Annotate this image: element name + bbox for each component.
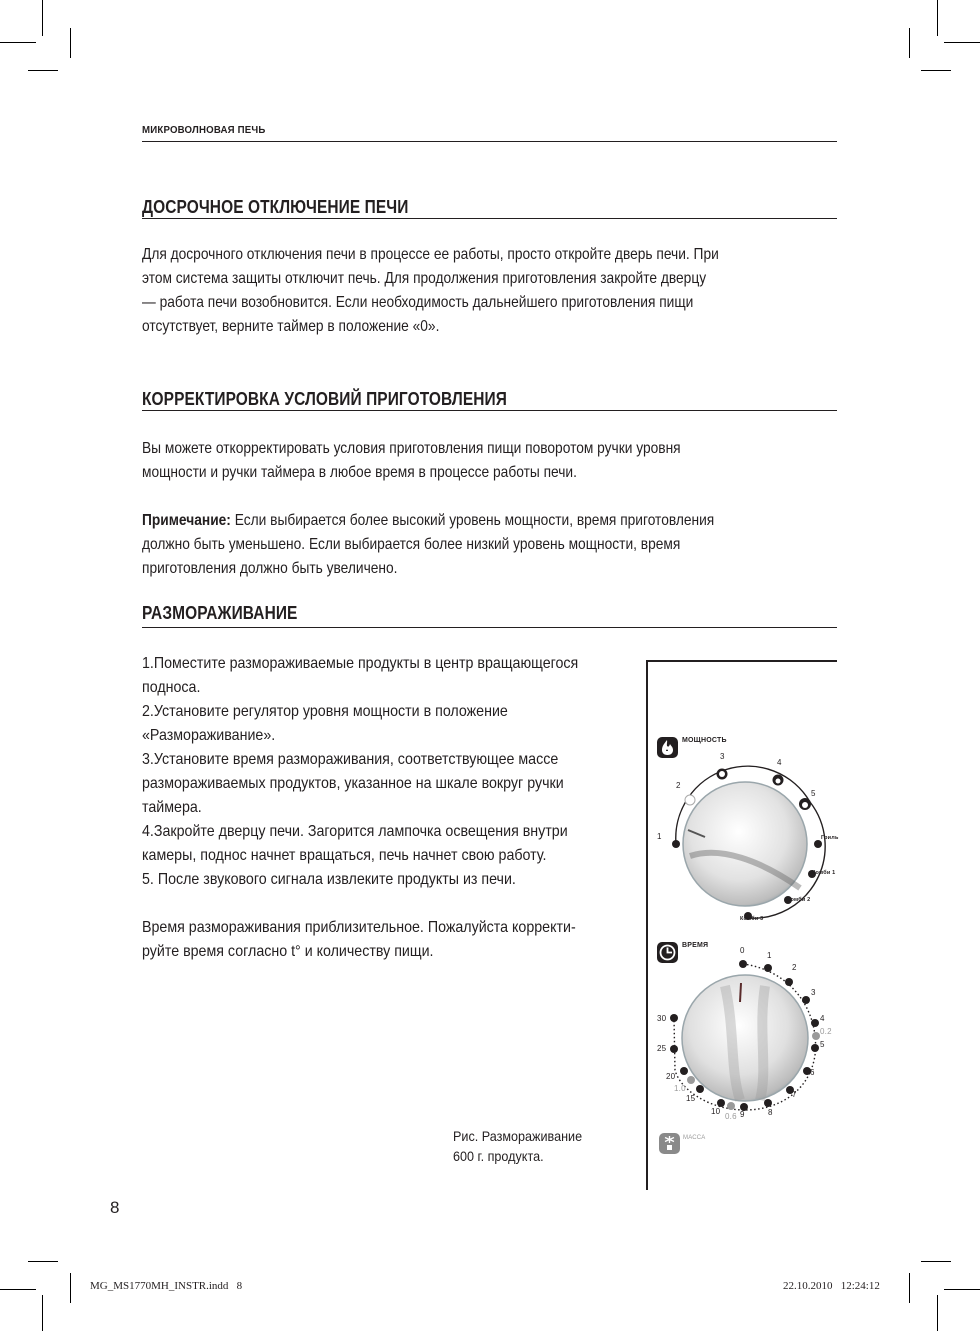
step-line: 3.Установите время размораживания, соответствующее массе <box>142 751 559 768</box>
power-mark-2: 2 <box>676 781 681 790</box>
power-knob-dial <box>650 748 845 928</box>
step-line: подноса. <box>142 679 201 696</box>
timer-mark-15: 15 <box>686 1094 696 1103</box>
paragraph-line: этом система защиты отключит печь. Для продолжения приготовления закройте дверцу <box>142 270 707 287</box>
timer-knob-dial <box>650 950 845 1125</box>
figure-frame-left <box>646 660 648 1190</box>
step-line: 4.Закройте дверцу печи. Загорится лампочка освещения внутри <box>142 823 568 840</box>
power-mark-3: 3 <box>720 752 725 761</box>
timer-mark-0: 0 <box>740 946 745 955</box>
timer-mark-4: 4 <box>820 1014 825 1023</box>
section-title-defrost: РАЗМОРАЖИВАНИЕ <box>142 603 298 623</box>
timer-mark-2: 2 <box>792 963 797 972</box>
snowflake-weight-icon <box>659 1133 680 1154</box>
timer-mark-1: 1 <box>767 951 772 960</box>
crop-mark <box>0 1289 36 1290</box>
power-mark-combi-2: Комби 2 <box>787 897 811 903</box>
note-label: Примечание: <box>142 512 231 529</box>
crop-mark <box>42 0 43 36</box>
power-mark-grill: Гриль <box>821 835 839 841</box>
mass-mark-1-0: 1.0 <box>674 1084 686 1093</box>
crop-mark <box>70 28 71 58</box>
timer-mark-8: 8 <box>768 1108 773 1117</box>
paragraph-line: отсутствует, верните таймер в положение «0». <box>142 318 440 335</box>
timer-mark-5: 5 <box>820 1040 825 1049</box>
paragraph-line: Для досрочного отключения печи в процессе ее работы, просто откройте дверь печи. При <box>142 246 719 263</box>
timer-mark-7: 7 <box>792 1090 797 1099</box>
note-text: Если выбирается более высокий уровень мощности, время приготовления <box>230 512 715 529</box>
note-line: руйте время согласно t° и количеству пищи. <box>142 943 434 960</box>
defrost-steps <box>142 652 578 964</box>
note-paragraph <box>142 509 714 581</box>
paragraph-early-stop <box>142 243 719 339</box>
crop-mark <box>944 42 980 43</box>
section-title-adjust: КОРРЕКТИРОВКА УСЛОВИЙ ПРИГОТОВЛЕНИЯ <box>142 389 507 409</box>
step-line: камеры, поднос начнет вращаться, печь начнет свою работу. <box>142 847 547 864</box>
paragraph-line: мощности и ручки таймера в любое время в процессе работы печи. <box>142 464 577 481</box>
paragraph-adjust <box>142 437 681 485</box>
figure-frame-top <box>646 660 837 662</box>
crop-mark <box>42 1295 43 1331</box>
timer-mark-6: 6 <box>810 1068 815 1077</box>
paragraph-line: — работа печи возобновится. Если необходимость дальнейшего приготовления пищи <box>142 294 694 311</box>
power-mark-1: 1 <box>657 832 662 841</box>
note-line: Время размораживания приблизительное. Пожалуйста корректи- <box>142 919 576 936</box>
timer-mark-10: 10 <box>711 1107 721 1116</box>
running-head-rule <box>142 141 837 142</box>
slug-datetime: 22.10.2010 12:24:12 <box>783 1280 880 1292</box>
figure-caption <box>453 1126 582 1166</box>
power-mark-combi-3: Комби 3 <box>740 916 764 922</box>
step-line: таймера. <box>142 799 202 816</box>
page-number: 8 <box>110 1198 120 1217</box>
timer-mark-25: 25 <box>657 1044 667 1053</box>
note-line: должно быть уменьшено. Если выбирается более низкий уровень мощности, время <box>142 536 681 553</box>
section-rule <box>142 410 837 411</box>
section-rule <box>142 218 837 219</box>
mass-mark-0-2: 0.2 <box>820 1027 832 1036</box>
step-line: 2.Установите регулятор уровня мощности в положение <box>142 703 508 720</box>
crop-mark <box>944 1289 980 1290</box>
paragraph-line: Вы можете откорректировать условия приготовления пищи поворотом ручки уровня <box>142 440 681 457</box>
running-head: МИКРОВОЛНОВАЯ ПЕЧЬ <box>142 124 266 136</box>
power-label: МОЩНОСТЬ <box>682 737 727 744</box>
step-line: размораживаемых продуктов, указанное на шкале вокруг ручки <box>142 775 564 792</box>
crop-mark <box>70 1273 71 1303</box>
crop-mark <box>921 70 951 71</box>
power-mark-combi-1: Комби 1 <box>812 870 836 876</box>
caption-line: Рис. Размораживание <box>453 1128 583 1144</box>
crop-mark <box>28 70 58 71</box>
crop-mark <box>909 1273 910 1303</box>
caption-line: 600 г. продукта. <box>453 1148 544 1164</box>
section-title-early-stop: ДОСРОЧНОЕ ОТКЛЮЧЕНИЕ ПЕЧИ <box>142 197 409 217</box>
power-mark-5: 5 <box>811 789 816 798</box>
crop-mark <box>921 1261 951 1262</box>
note-line: приготовления должно быть увеличено. <box>142 560 398 577</box>
step-line: 1.Поместите размораживаемые продукты в центр вращающегося <box>142 655 579 672</box>
power-mark-4: 4 <box>777 758 782 767</box>
step-line: 5. После звукового сигнала извлеките продукты из печи. <box>142 871 516 888</box>
step-line: «Размораживание». <box>142 727 276 744</box>
crop-mark <box>0 42 36 43</box>
timer-mark-3: 3 <box>811 988 816 997</box>
crop-mark <box>28 1261 58 1262</box>
crop-mark <box>937 0 938 36</box>
slug-filename: MG_MS1770MH_INSTR.indd 8 <box>90 1280 243 1292</box>
section-rule <box>142 627 837 628</box>
timer-mark-9: 9 <box>740 1110 745 1119</box>
crop-mark <box>909 28 910 58</box>
mass-label: МАССА <box>683 1135 706 1141</box>
timer-mark-30: 30 <box>657 1014 667 1023</box>
mass-mark-0-6: 0.6 <box>725 1112 737 1121</box>
time-label: ВРЕМЯ <box>682 942 709 949</box>
crop-mark <box>937 1295 938 1331</box>
timer-mark-20: 20 <box>666 1072 676 1081</box>
